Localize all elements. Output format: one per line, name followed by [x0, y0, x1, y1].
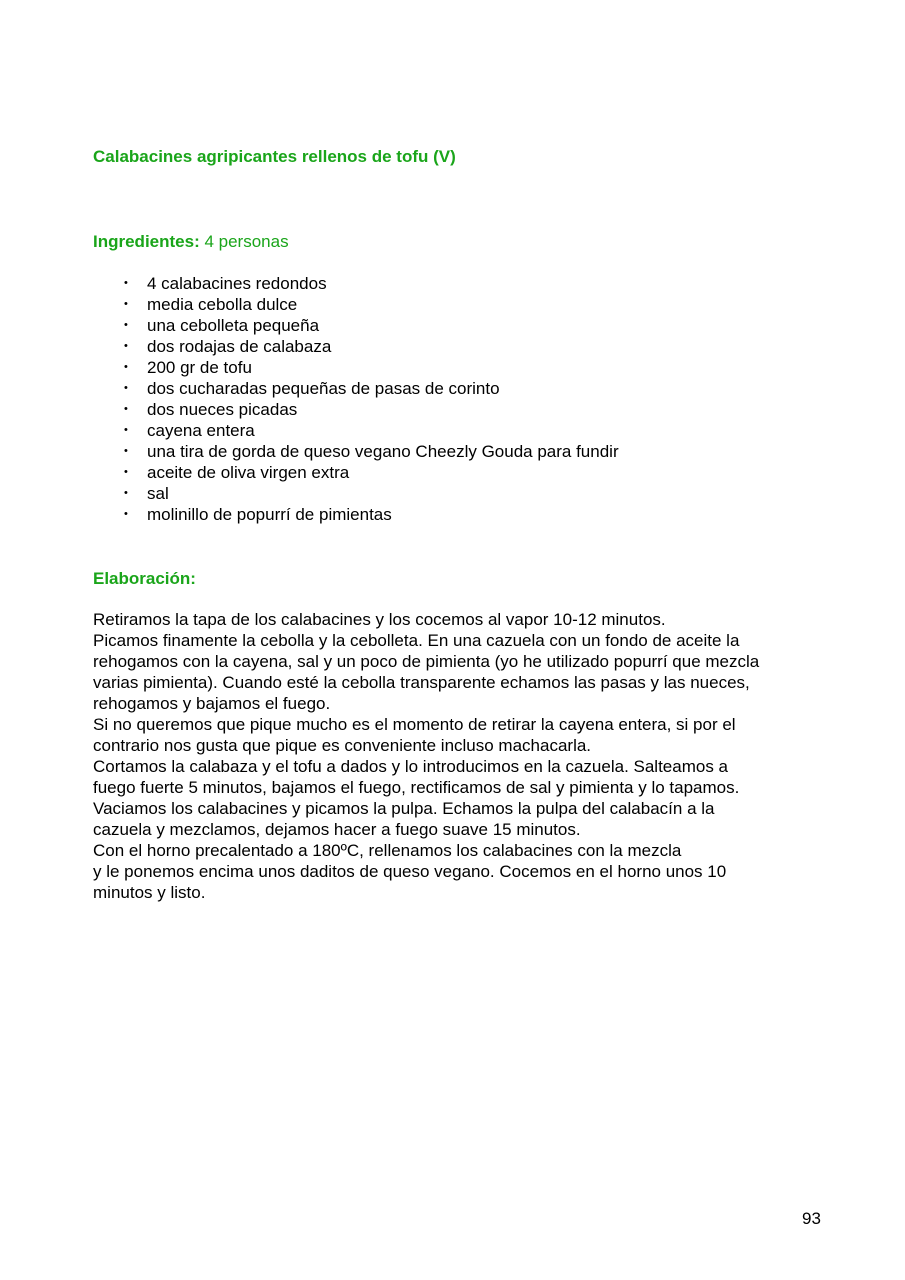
list-item [93, 420, 619, 441]
ingredients-list [93, 273, 619, 525]
elaboration-line: Vaciamos los calabacines y picamos la pulpa. Echamos la pulpa del calabacín a la [93, 799, 715, 818]
page-number: 93 [802, 1209, 821, 1228]
ingredient-text: cayena entera [147, 421, 255, 440]
list-item [93, 378, 619, 399]
servings-text: 4 personas [199, 232, 289, 251]
ingredient-text: 200 gr de tofu [147, 358, 252, 377]
elaboration-line: contrario nos gusta que pique es conveniente incluso machacarla. [93, 736, 592, 755]
elaboration-line: Retiramos la tapa de los calabacines y los cocemos al vapor 10-12 minutos. [93, 610, 666, 629]
bullet-icon: • [124, 487, 128, 499]
elaboration-line: minutos y listo. [93, 883, 206, 902]
ingredient-text: sal [147, 484, 169, 503]
ingredient-text: dos cucharadas pequeñas de pasas de corinto [147, 379, 500, 398]
ingredients-label: Ingredientes: [93, 232, 200, 251]
bullet-icon: • [124, 340, 128, 352]
ingredient-text: dos nueces picadas [147, 400, 298, 419]
elaboration-line: rehogamos y bajamos el fuego. [93, 694, 331, 713]
bullet-icon: • [124, 508, 128, 520]
list-item [93, 462, 619, 483]
ingredient-text: aceite de oliva virgen extra [147, 463, 350, 482]
bullet-icon: • [124, 382, 128, 394]
elaboration-text [93, 609, 823, 903]
elaboration-line: cazuela y mezclamos, dejamos hacer a fuego suave 15 minutos. [93, 820, 581, 839]
ingredients-heading [93, 232, 289, 252]
bullet-icon: • [124, 424, 128, 436]
list-item [93, 441, 619, 462]
elaboration-heading: Elaboración: [93, 569, 196, 588]
list-item [93, 336, 619, 357]
list-item [93, 357, 619, 378]
list-item [93, 273, 619, 294]
ingredient-text: una tira de gorda de queso vegano Cheezly Gouda para fundir [147, 442, 619, 461]
bullet-icon: • [124, 277, 128, 289]
ingredient-text: molinillo de popurrí de pimientas [147, 505, 392, 524]
elaboration-line: varias pimienta). Cuando esté la cebolla transparente echamos las pasas y las nueces, [93, 673, 750, 692]
list-item [93, 504, 619, 525]
ingredient-text: 4 calabacines redondos [147, 274, 327, 293]
bullet-icon: • [124, 403, 128, 415]
elaboration-line: Si no queremos que pique mucho es el momento de retirar la cayena entera, si por el [93, 715, 736, 734]
bullet-icon: • [124, 445, 128, 457]
bullet-icon: • [124, 298, 128, 310]
list-item [93, 483, 619, 504]
list-item [93, 294, 619, 315]
elaboration-line: Picamos finamente la cebolla y la cebolleta. En una cazuela con un fondo de aceite la [93, 631, 740, 650]
bullet-icon: • [124, 361, 128, 373]
ingredient-text: dos rodajas de calabaza [147, 337, 332, 356]
ingredient-text: media cebolla dulce [147, 295, 298, 314]
elaboration-line: fuego fuerte 5 minutos, bajamos el fuego, rectificamos de sal y pimienta y lo tapamos. [93, 778, 740, 797]
elaboration-line: Cortamos la calabaza y el tofu a dados y lo introducimos en la cazuela. Salteamos a [93, 757, 729, 776]
list-item [93, 399, 619, 420]
elaboration-line: rehogamos con la cayena, sal y un poco de pimienta (yo he utilizado popurrí que mezcla [93, 652, 760, 671]
bullet-icon: • [124, 319, 128, 331]
recipe-title: Calabacines agripicantes rellenos de tofu (V) [93, 147, 456, 166]
list-item [93, 315, 619, 336]
elaboration-line: Con el horno precalentado a 180ºC, rellenamos los calabacines con la mezcla [93, 841, 682, 860]
ingredient-text: una cebolleta pequeña [147, 316, 320, 335]
elaboration-line: y le ponemos encima unos daditos de queso vegano. Cocemos en el horno unos 10 [93, 862, 727, 881]
bullet-icon: • [124, 466, 128, 478]
